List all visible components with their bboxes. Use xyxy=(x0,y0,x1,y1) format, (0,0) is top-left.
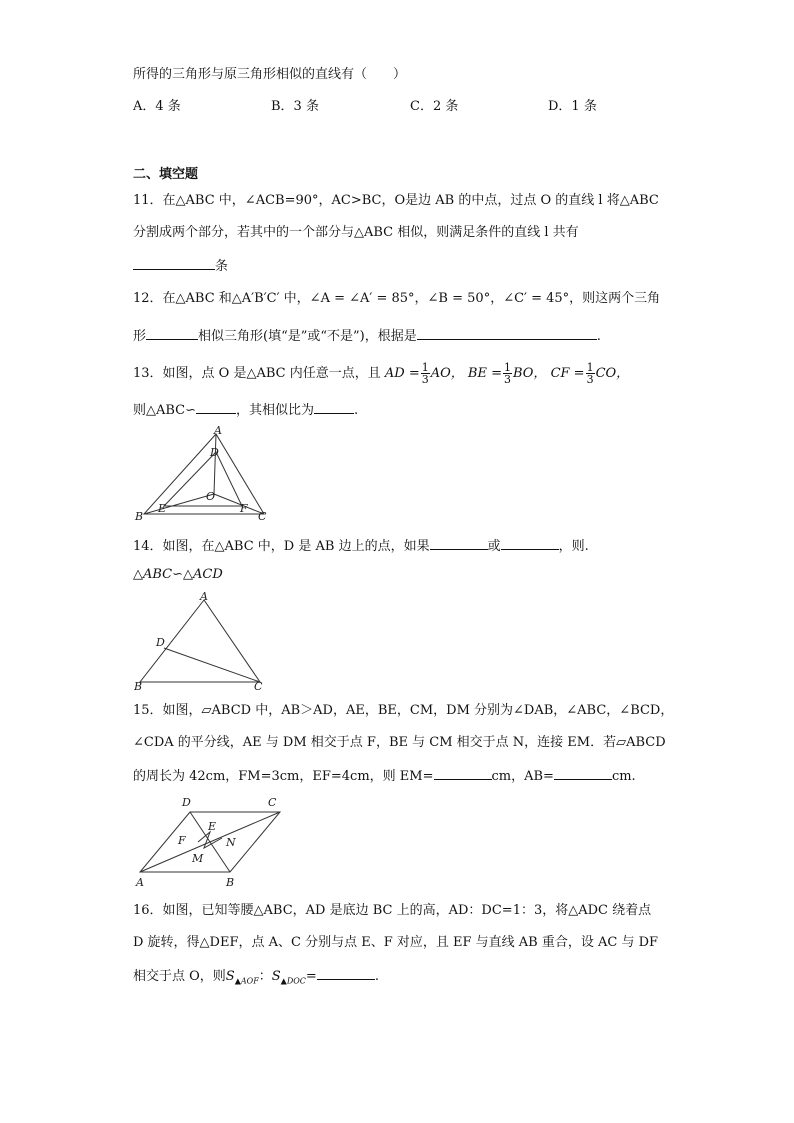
q15-line2: ∠CDA 的平分线，AE 与 DM 相交于点 F，BE 与 CM 相交于点 N，连接 EM．若▱ABCD xyxy=(133,735,666,750)
q15-blank-1[interactable] xyxy=(434,766,492,780)
q13-blank-1[interactable] xyxy=(196,400,236,414)
q13-blank-2[interactable] xyxy=(314,400,354,414)
q15-figure xyxy=(132,792,292,890)
q14-label-d: D xyxy=(156,636,165,649)
q14-line1 xyxy=(133,536,589,556)
q14-text-a: 14．如图，在△ABC 中，D 是 AB 边上的点，如果 xyxy=(133,539,430,554)
q16-s2-sub: ▲DOC xyxy=(280,976,306,986)
q15-label-m: M xyxy=(192,852,204,865)
q14-blank-1[interactable] xyxy=(430,536,488,550)
q13-end: . xyxy=(354,403,359,418)
q15-label-f: F xyxy=(178,834,186,847)
q10-option-a: A．4 条 xyxy=(133,99,181,114)
q16-s1-sub: ▲AOF xyxy=(234,976,259,986)
q12-line2 xyxy=(133,326,601,346)
q13-eq3: CF = xyxy=(550,366,585,381)
q13-label-o: O xyxy=(206,490,216,503)
q12-line1: 12．在△ABC 和△A′B′C′ 中，∠A = ∠A′ = 85°，∠B = 50°，∠C′ = 45°，则这两个三角 xyxy=(133,291,661,306)
q16-text-b: = xyxy=(305,969,317,984)
q14-label-c: C xyxy=(254,680,263,693)
q13-line2 xyxy=(133,400,358,420)
q13-line1 xyxy=(133,361,629,387)
q16-end: . xyxy=(374,969,379,984)
q15-label-n: N xyxy=(226,836,236,849)
q12-blank-1[interactable] xyxy=(146,326,198,340)
q16-s1: S xyxy=(225,969,235,984)
q13-eq2-var: BO， xyxy=(512,366,547,381)
q12-blank-2[interactable] xyxy=(417,326,597,340)
q13-label-c: C xyxy=(258,510,267,523)
q16-line2: D 旋转，得△DEF，点 A、C 分别与点 E、F 对应，且 EF 与直线 AB 重合，设 AC 与 DF xyxy=(133,935,659,950)
section-title: 二、填空题 xyxy=(133,167,199,182)
q11-answer-blank[interactable] xyxy=(133,256,215,270)
q13-eq1: AD = xyxy=(384,366,420,381)
q12-text-b: 相似三角形(填“是”或“不是”)，根据是 xyxy=(198,329,417,344)
q16-blank[interactable] xyxy=(317,966,375,980)
q13-label-f: F xyxy=(240,502,248,515)
q15-text-a: 的周长为 42cm，FM=3cm，EF=4cm，则 EM= xyxy=(133,769,434,784)
q10-option-d: D．1 条 xyxy=(548,99,597,114)
q15-label-e: E xyxy=(208,820,217,833)
q13-frac-2: $\frac{1}{3}$ xyxy=(503,361,511,386)
q14-blank-2[interactable] xyxy=(501,536,559,550)
q14-line2: △ABC∽△ACD xyxy=(133,567,223,582)
q13-eq3-var: CO， xyxy=(595,366,630,381)
q10-tail: 所得的三角形与原三角形相似的直线有（ ） xyxy=(133,67,407,82)
q13-eq1-var: AO， xyxy=(430,366,464,381)
q14-end: ，则. xyxy=(558,539,589,554)
q14-label-b: B xyxy=(134,680,143,693)
q16-line1: 16．如图，已知等腰△ABC，AD 是底边 BC 上的高，AD：DC=1：3，将△ADC 绕着点 xyxy=(133,903,652,918)
q14-text-b: 或 xyxy=(487,539,501,554)
q12-text-a: 形 xyxy=(133,329,147,344)
q10-option-b: B．3 条 xyxy=(271,99,319,114)
q13-label-b: B xyxy=(135,510,144,523)
q15-label-d: D xyxy=(182,796,191,809)
q13-text-a: 则△ABC∽ xyxy=(133,403,197,418)
q13-frac-3: $\frac{1}{3}$ xyxy=(586,361,594,386)
q12-end: . xyxy=(596,329,601,344)
q16-line3 xyxy=(133,966,379,991)
q15-end: cm. xyxy=(611,769,636,784)
q15-label-c: C xyxy=(268,796,277,809)
q13-text-b: ，其相似比为 xyxy=(236,403,315,418)
q15-line1: 15．如图，▱ABCD 中，AB＞AD，AE，BE，CM，DM 分别为∠DAB，∠ABC，∠BCD， xyxy=(133,703,674,718)
q16-s2: S xyxy=(271,969,281,984)
q16-text-a: 相交于点 O，则 xyxy=(133,969,226,984)
q15-label-b: B xyxy=(226,876,235,889)
q16-colon: ： xyxy=(258,969,272,984)
q13-frac-1: $\frac{1}{3}$ xyxy=(421,361,429,386)
q15-label-a: A xyxy=(136,876,144,889)
q14-label-a: A xyxy=(200,590,208,603)
q11-suffix: 条 xyxy=(215,259,229,274)
q13-eq2: BE = xyxy=(467,366,502,381)
q11-line2: 分割成两个部分，若其中的一个部分与△ABC 相似，则满足条件的直线 l 共有 xyxy=(133,225,579,240)
q11-line1: 11．在△ABC 中，∠ACB=90°，AC>BC，O是边 AB 的中点，过点 O 的直线 l 将△ABC xyxy=(133,193,659,208)
q15-text-b: cm，AB= xyxy=(491,769,554,784)
q13-lead: 13．如图，点 O 是△ABC 内任意一点，且 xyxy=(133,366,381,381)
q11-line3 xyxy=(133,256,228,276)
q13-label-e: E xyxy=(158,502,167,515)
q14-figure xyxy=(134,590,274,694)
q13-label-d: D xyxy=(210,446,219,459)
q13-figure xyxy=(134,426,274,524)
q14-segment-cd xyxy=(164,648,260,682)
q13-label-a: A xyxy=(214,426,222,437)
q15-line3 xyxy=(133,766,636,786)
q10-option-c: C．2 条 xyxy=(410,99,459,114)
q15-blank-2[interactable] xyxy=(554,766,612,780)
